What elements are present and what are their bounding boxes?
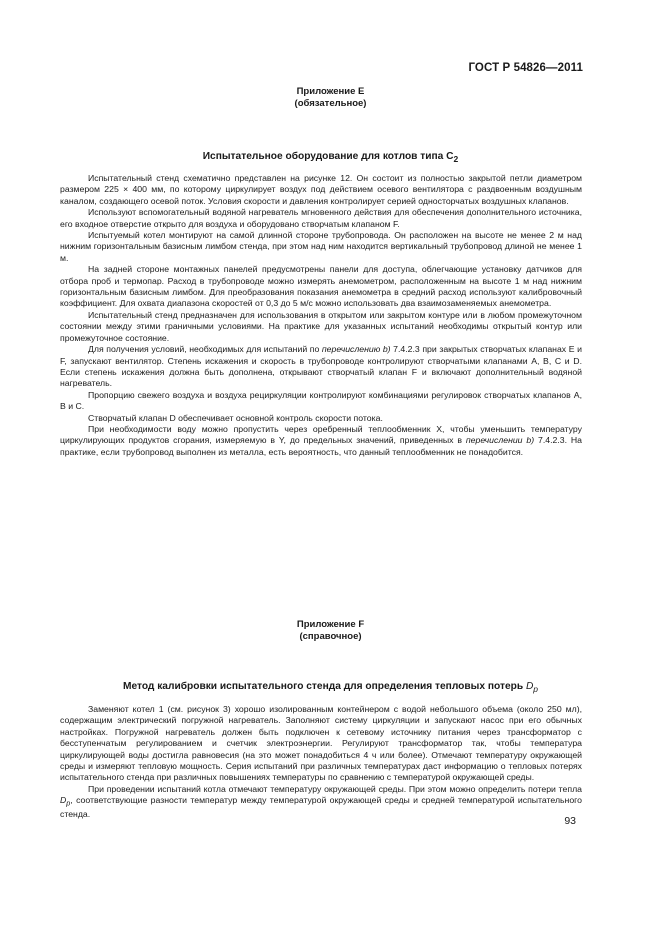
annex-e-heading	[0, 151, 661, 164]
annex-e-paragraph: Испытуемый котел монтируют на самой длинной стороне трубопровода. Он расположен на высоте не менее 2 м над нижним горизонтальным базисным лимбом стенда, при этом над ним находится вертикальный трубопровод длиной не менее 1 м.	[60, 230, 582, 263]
document-code: ГОСТ Р 54826—2011	[468, 62, 583, 74]
reference-italic: перечислении b)	[465, 435, 535, 446]
annex-e-paragraph: Пропорцию свежего воздуха и воздуха рециркуляции контролируют комбинациями регулировок створчатых клапанов А, В и С.	[60, 389, 582, 412]
annex-e-paragraph: Используют вспомогательный водяной нагреватель мгновенного действия для обеспечения дополнительного источника, его входное отверстие открыто для воздуха и оборудовано створчатым клапаном F.	[60, 207, 582, 229]
annex-f-paragraph: Заменяют котел 1 (см. рисунок 3) хорошо изолированным контейнером с водой небольшого объема (около 250 мл), содержащим электрический погружной нагреватель. Заполняют систему циркуляции и запускают насос при его обычных настройках. Погружной нагреватель должен быть подключен к сетевому источнику питания через трансформатор с бесступенчатым регулированием и счетчик электроэнергии. Регулируют трансформатор так, чтобы температура циркулирующей воды достигла равновесия (на это может понадобиться 4 ч или более). Отмечают температуру окружающей среды и измеряют тепловую мощность. Серия испытаний при различных температурах даст информацию о тепловых потерях испытательного стенда при различных повышениях температуры по сравнению с температурой окружающей среды.	[60, 704, 582, 783]
annex-e-body	[60, 173, 582, 458]
annex-f-paragraph: При проведении испытаний котла отмечают температуру окружающей среды. При этом можно определить потери тепла $D_p$, соответствующие разности температур между температурой окружающей среды и средней температурой испытательного стенда.	[60, 783, 582, 820]
annex-e-paragraph: При необходимости воду можно пропустить через оребренный теплообменник X, чтобы уменьшить температуру циркулирующих продуктов сгорания, измеряемую в Y, до предельных значений, приведенных в перечислении b) 7.4.2.3. На практике, если трубопровод выполнен из металла, есть вероятность, что данный теплообменник не понадобится.	[60, 423, 582, 457]
annex-e-paragraph: Испытательный стенд предназначен для использования в открытом или закрытом контуре или в любом промежуточном состоянии между этими граничными условиями. На практике для указанных испытаний необходимы открытый контур или промежуточное состояние.	[60, 309, 582, 343]
annex-f-body	[60, 704, 582, 821]
reference-italic: перечислению b)	[321, 344, 391, 355]
annex-e-paragraph: Створчатый клапан D обеспечивает основной контроль скорости потока.	[88, 412, 383, 423]
annex-e-heading-subscript: 2	[453, 154, 459, 165]
annex-f-heading-text: Метод калибровки испытательного стенда для определения тепловых потерь	[122, 681, 526, 692]
annex-e-paragraph: Испытательный стенд схематично представлен на рисунке 12. Он состоит из полностью закрытой петли диаметром размером 225 × 400 мм, по которому циркулирует воздух под действием осевого вентилятора с раздвоенным воздушным каналом, создающего осевой поток. Условия скорости и давления контролирует серией односторчатых воздушных клапанов.	[60, 173, 582, 206]
annex-e-title	[0, 86, 661, 110]
annex-e-label: Приложение Е	[296, 86, 365, 97]
annex-f-heading-subscript: p	[533, 684, 539, 695]
annex-e-heading-text: Испытательное оборудование для котлов типа С	[202, 151, 454, 162]
annex-e-status: (обязательное)	[294, 98, 367, 109]
annex-f-var: D	[60, 795, 67, 806]
annex-f-var-subscript: p	[66, 798, 71, 808]
annex-f-heading-var: D	[525, 681, 534, 692]
annex-f-heading	[0, 681, 661, 694]
annex-f-label: Приложение F	[296, 619, 365, 630]
annex-f-status: (справочное)	[299, 631, 362, 642]
annex-e-paragraph: На задней стороне монтажных панелей предусмотрены панели для доступа, облегчающие установку датчиков для отбора проб и термопар. Расход в трубопроводе можно измерять анемометром, расположенным на высоте 1 м над нижним горизонтальным базисным лимбом. Для преобразования показания анемометра в средний расход используют калибровочный коэффициент. Для охвата диапазона скоростей от 0,3 до 5 м/с можно использовать два взаимозаменяемых анемометра.	[60, 264, 582, 309]
page-number: 93	[564, 815, 576, 827]
annex-f-title	[0, 619, 661, 643]
annex-e-paragraph: Для получения условий, необходимых для испытаний по перечислению b) 7.4.2.3 при закрытых створчатых клапанах E и F, запускают вентилятор. Степень искажения и скорость в трубопроводе контролируют створчатыми клапанами А, В, С и D. Если степень искажения должна быть дополнена, открывают створчатый клапан F и включают дополнительный водяной нагреватель.	[60, 344, 582, 389]
